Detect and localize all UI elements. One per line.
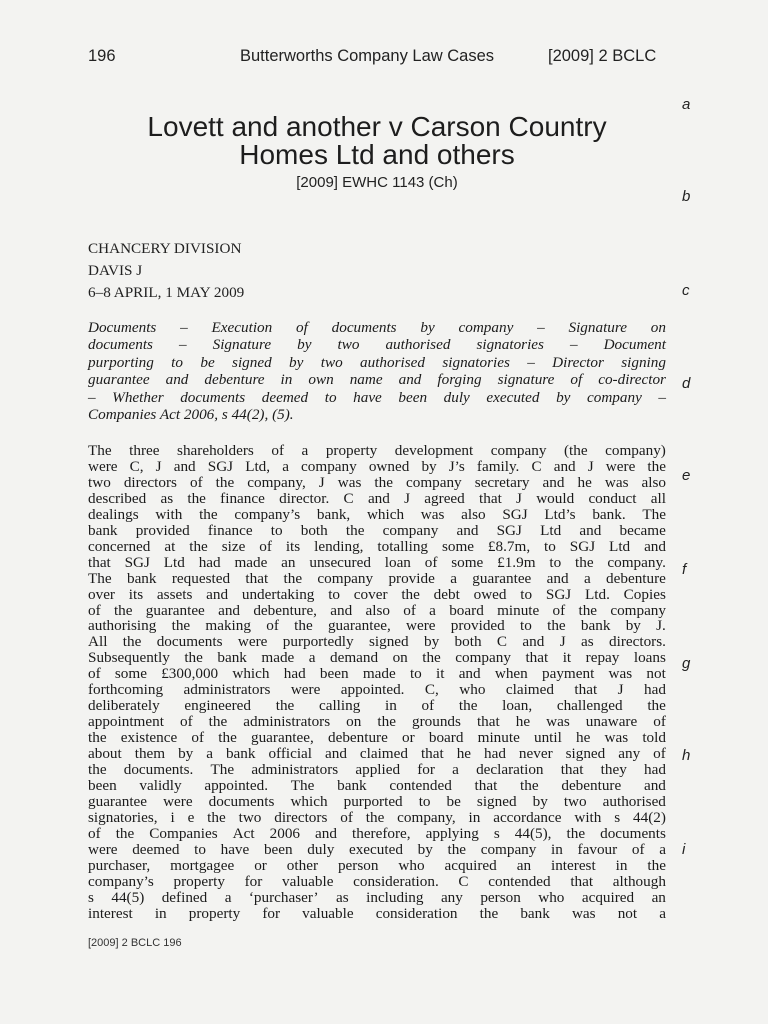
headnote-line: described as the finance director. C and J agreed that J would conduct all (88, 489, 666, 507)
margin-letter: i (682, 841, 686, 858)
headnote-line: interest in property for valuable consideration the bank was not a (88, 904, 666, 922)
hearing-dates: 6–8 APRIL, 1 MAY 2009 (88, 284, 245, 301)
margin-letter: g (682, 655, 691, 672)
footer-citation: [2009] 2 BCLC 196 (88, 937, 182, 949)
headnote-line: two directors of the company, J was the company secretary and he was also (88, 473, 666, 491)
headnote-line: guarantee were documents which purported to be signed by two authorised (88, 792, 666, 810)
publication-title: Butterworths Company Law Cases (240, 47, 495, 65)
headnote-line: concerned at the size of its lending, totalling some £8.7m, to SGJ Ltd and (88, 537, 666, 555)
headnote-line: signatories, i e the two directors of the company, in accordance with s 44(2) (88, 808, 666, 826)
headnote-line: dealings with the company’s bank, which was also SGJ Ltd’s bank. The (88, 505, 666, 523)
headnote-line: The bank requested that the company provide a guarantee and a debenture (88, 569, 666, 587)
catchword-line: Companies Act 2006, s 44(2), (5). (88, 406, 294, 423)
catchword-line: – Whether documents deemed to have been duly executed by company – (88, 388, 666, 406)
headnote-line: of the Companies Act 2006 and therefore, applying s 44(5), the documents (88, 824, 666, 842)
headnote-line: All the documents were purportedly signed by both C and J as directors. (88, 633, 666, 651)
headnote-line: company’s property for valuable consideration. C contended that although (88, 872, 666, 890)
volume-citation: [2009] 2 BCLC (548, 47, 657, 65)
headnote-line: about them by a bank official and claimed that he had never signed any of (88, 745, 666, 763)
judge: DAVIS J (88, 262, 143, 279)
catchword-line: purporting to be signed by two authorised signatories – Director signing (88, 353, 666, 371)
headnote-line: authorising the making of the guarantee, were provided to the bank by J. (88, 617, 666, 635)
headnote-line: of the guarantee and debenture, and also of a board minute of the company (88, 601, 666, 619)
margin-letter: e (682, 467, 691, 484)
headnote-line: Subsequently the bank made a demand on the company that it repay loans (88, 649, 666, 667)
case-title-line-1: Lovett and another v Carson Country (147, 111, 607, 142)
margin-letter: c (682, 282, 690, 299)
headnote-line: forthcoming administrators were appointed. C, who claimed that J had (88, 681, 666, 699)
headnote-line: deliberately engineered the calling in of the loan, challenged the (88, 697, 666, 715)
margin-letter: h (682, 747, 691, 764)
margin-letter: a (682, 96, 691, 113)
headnote-line: that SGJ Ltd had made an unsecured loan of some £1.9m to the company. (88, 553, 666, 571)
case-title-line-2: Homes Ltd and others (239, 139, 515, 170)
headnote-line: over its assets and undertaking to cover the debt owed to SGJ Ltd. Copies (88, 585, 666, 603)
headnote-line: of some £300,000 which had been made to it and when payment was not (88, 665, 666, 683)
headnote-line: the existence of the guarantee, debenture or board minute until he was told (88, 729, 666, 747)
catchword-line: guarantee and debenture in own name and forging signature of co-director (88, 371, 666, 389)
headnote-line: The three shareholders of a property development company (the company) (88, 442, 666, 459)
headnote-line: the documents. The administrators applied for a declaration that they had (88, 761, 666, 778)
margin-letter: f (682, 561, 687, 578)
headnote-line: were C, J and SGJ Ltd, a company owned by J’s family. C and J were the (88, 457, 666, 475)
court-division: CHANCERY DIVISION (88, 240, 242, 257)
margin-letter: b (682, 188, 691, 205)
headnote-line: purchaser, mortgagee or other person who acquired an interest in the (88, 856, 666, 874)
headnote-line: bank provided finance to both the company and SGJ Ltd and became (88, 521, 666, 539)
catchword-line: documents – Signature by two authorised signatories – Document (88, 336, 666, 354)
headnote-line: s 44(5) defined a ‘purchaser’ as including any person who acquired an (88, 888, 666, 906)
headnote-line: were deemed to have been duly executed by the company in favour of a (88, 840, 666, 858)
headnote-line: appointment of the administrators on the grounds that he was unaware of (88, 713, 666, 731)
neutral-citation: [2009] EWHC 1143 (Ch) (296, 174, 458, 191)
headnote-line: been validly appointed. The bank contended that the debenture and (88, 776, 666, 794)
margin-letter: d (682, 375, 691, 392)
page-number: 196 (88, 47, 116, 65)
catchword-line: Documents – Execution of documents by company – Signature on (88, 319, 666, 336)
